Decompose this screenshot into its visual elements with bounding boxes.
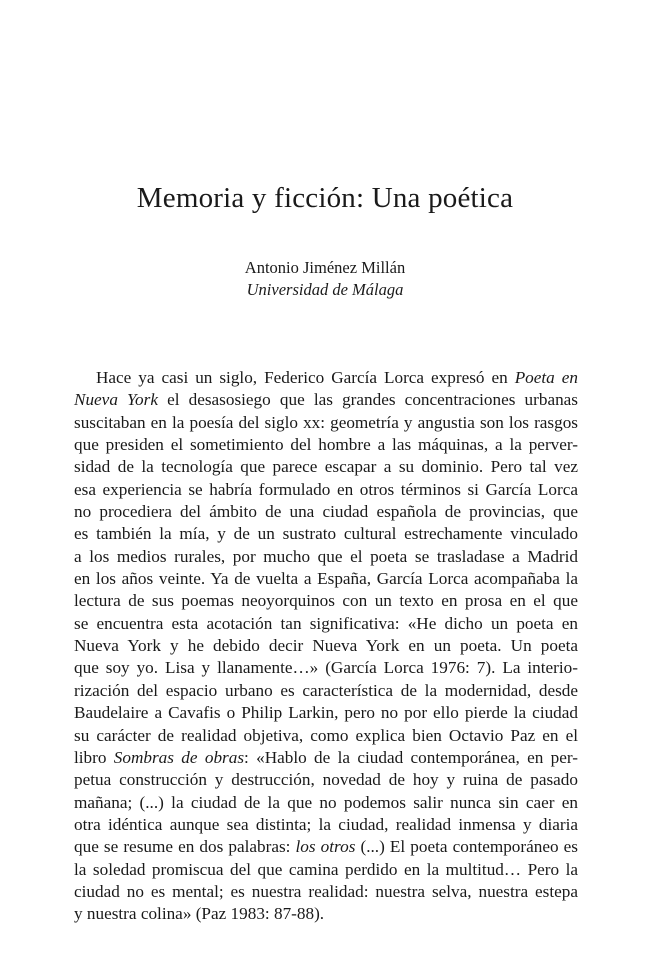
article-title: Memoria y ficción: Una poética (136, 182, 514, 214)
text-run: a los medios rurales, por mucho que el poeta se trasladase a Madrid (74, 546, 578, 566)
body-paragraph (74, 367, 578, 926)
text-run: Hace ya casi un siglo, Federico García Lorca expresó en (96, 368, 515, 387)
text-run: libro (74, 747, 114, 767)
text-run: se encuentra esta acotación tan significativa: «He dicho un poeta en (74, 613, 578, 633)
author-name: Antonio Jiménez Millán (244, 258, 406, 277)
text-line (74, 769, 578, 791)
text-run: suscitaban en la poesía del siglo xx: geometría y angustia son los rasgos (74, 412, 578, 432)
text-run: que se resume en dos palabras: (74, 837, 296, 857)
text-run: esa experiencia se habría formulado en otros términos si García Lorca (74, 479, 578, 499)
text-line (74, 367, 578, 389)
text-run: en los años veinte. Ya de vuelta a España, García Lorca acompañaba la (74, 569, 578, 589)
text-run: sidad de la tecnología que parece escapar a su dominio. Pero tal vez (74, 457, 578, 477)
author-block (0, 257, 650, 301)
text-line (74, 792, 578, 814)
text-line (74, 635, 578, 657)
text-line (74, 501, 578, 523)
text-run: su carácter de realidad objetiva, como explica bien Octavio Paz en el (74, 725, 578, 745)
text-line (74, 568, 578, 590)
text-run: lectura de sus poemas neoyorquinos con un texto en prosa en el que (74, 591, 578, 611)
text-run: rización del espacio urbano es característica de la modernidad, desde (74, 680, 578, 700)
italic-text: Poeta en (514, 368, 578, 387)
text-line (74, 859, 578, 881)
text-line (74, 412, 578, 434)
text-run: mañana; (...) la ciudad de la que no podemos salir nunca sin caer en (74, 792, 578, 812)
text-line (74, 903, 578, 925)
text-line (74, 590, 578, 612)
text-line (74, 479, 578, 501)
text-run: es también la mía, y de un sustrato cultural estrechamente vinculado (74, 524, 578, 544)
text-run: la soledad promiscua del que camina perdido en la multitud… Pero la (74, 859, 578, 879)
text-line (74, 546, 578, 568)
text-line (74, 456, 578, 478)
text-line (74, 389, 578, 411)
text-line (74, 814, 578, 836)
text-run: Baudelaire a Cavafis o Philip Larkin, pero no por ello pierde la ciudad (74, 703, 578, 723)
italic-text: los otros (295, 837, 356, 857)
text-line (74, 836, 578, 858)
author-affiliation: Universidad de Málaga (246, 280, 404, 299)
italic-text: Nueva York (74, 390, 158, 410)
text-run: otra idéntica aunque sea distinta; la ciudad, realidad inmensa y diaria (74, 814, 578, 834)
text-run: (...) El poeta contemporáneo es (355, 837, 578, 857)
text-run: Nueva York y he debido decir Nueva York en un poeta. Un poeta (74, 636, 578, 656)
text-line (74, 523, 578, 545)
text-line (74, 747, 578, 769)
text-run: no procediera del ámbito de una ciudad española de provincias, que (74, 502, 578, 522)
text-run: el desasosiego que las grandes concentraciones urbanas (157, 390, 578, 410)
text-line (74, 657, 578, 679)
text-run: : «Hablo de la ciudad contemporánea, en per- (244, 747, 578, 767)
text-line (74, 881, 578, 903)
text-line (74, 680, 578, 702)
text-run: que presiden el sometimiento del hombre a las máquinas, a la perver- (74, 435, 578, 455)
text-line (74, 613, 578, 635)
text-line (74, 725, 578, 747)
text-run: ciudad no es mental; es nuestra realidad: nuestra selva, nuestra estepa (74, 881, 578, 901)
italic-text: Sombras de obras (113, 747, 245, 767)
text-run: petua construcción y destrucción, novedad de hoy y ruina de pasado (74, 770, 578, 790)
text-line (74, 434, 578, 456)
text-run: que soy yo. Lisa y llanamente…» (García Lorca 1976: 7). La interio- (74, 658, 578, 678)
text-line (74, 702, 578, 724)
text-run: y nuestra colina» (Paz 1983: 87-88). (74, 904, 325, 924)
